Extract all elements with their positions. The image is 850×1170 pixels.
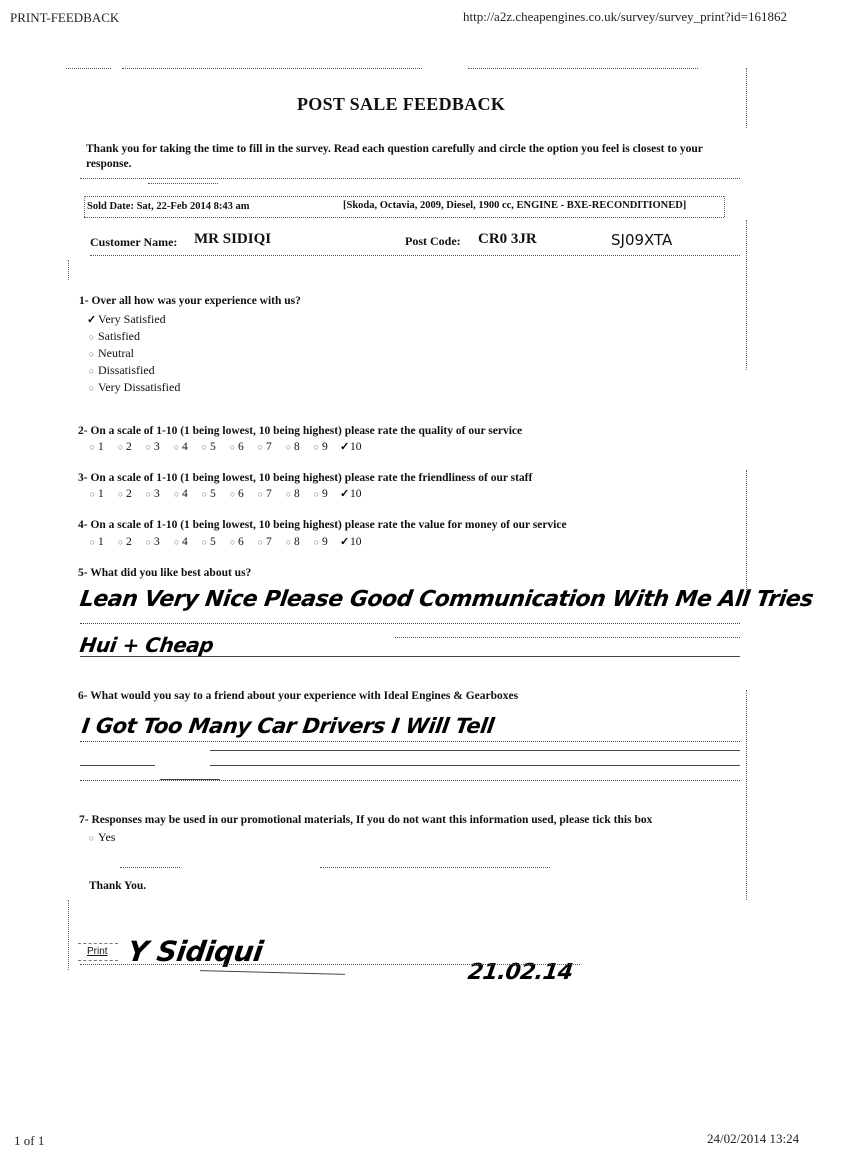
q3-option[interactable]: ○ 8 (285, 487, 300, 500)
question-1-options (87, 311, 180, 396)
q4-option-selected[interactable]: ✓ 10 (340, 535, 362, 548)
postcode-label: Post Code: (405, 234, 461, 248)
q3-option[interactable]: ○ 7 (257, 487, 272, 500)
q1-option-neutral[interactable]: ○ Neutral (88, 346, 134, 360)
radio-icon[interactable]: ○ (88, 365, 95, 376)
vehicle-registration: SJ09XTA (611, 231, 673, 249)
q3-option[interactable]: ○ 4 (173, 487, 188, 500)
q2-option[interactable]: ○ 9 (313, 440, 328, 453)
q2-option[interactable]: ○ 4 (173, 440, 188, 453)
q2-option[interactable]: ○ 1 (89, 440, 104, 453)
q3-option[interactable]: ○ 1 (89, 487, 104, 500)
q2-option[interactable]: ○ 2 (117, 440, 132, 453)
form-intro: Thank you for taking the time to fill in the survey. Read each question carefully and circle the option you feel is closest to your response. (86, 143, 703, 170)
customer-name-label: Customer Name: (90, 235, 178, 249)
q4-option[interactable]: ○ 8 (285, 535, 300, 548)
q3-option-selected[interactable]: ✓ 10 (340, 487, 362, 500)
q5-answer-line-2: Hui + Cheap (78, 633, 215, 657)
customer-name-value: MR SIDIQI (194, 231, 272, 247)
checkbox-icon[interactable]: ○ (88, 832, 95, 843)
q4-option[interactable]: ○ 5 (201, 535, 216, 548)
signature-date: 21.02.14 (466, 960, 575, 985)
question-2-scale (88, 440, 368, 453)
q1-option-very-satisfied[interactable]: ✓ Very Satisfied (87, 312, 166, 326)
q2-option[interactable]: ○ 6 (229, 440, 244, 453)
q2-option-selected[interactable]: ✓ 10 (340, 440, 362, 453)
q4-option[interactable]: ○ 6 (229, 535, 244, 548)
q5-answer-line-1: Lean Very Nice Please Good Communication With Me All Tries (78, 587, 815, 612)
question-6: 6- What would you say to a friend about your experience with Ideal Engines & Gearboxes (78, 690, 519, 702)
product-info: [Skoda, Octavia, 2009, Diesel, 1900 cc, ENGINE - BXE-RECONDITIONED] (343, 200, 687, 211)
print-timestamp: 24/02/2014 13:24 (707, 1131, 800, 1146)
question-4-scale (88, 535, 368, 548)
question-5: 5- What did you like best about us? (78, 567, 252, 579)
question-1: 1- Over all how was your experience with us? (79, 295, 301, 307)
q3-option[interactable]: ○ 5 (201, 487, 216, 500)
radio-icon[interactable]: ○ (88, 348, 95, 359)
q7-option-yes[interactable]: ○ Yes (88, 830, 116, 844)
question-7: 7- Responses may be used in our promotional materials, If you do not want this information used, please tick this box (79, 814, 653, 826)
q3-option[interactable]: ○ 2 (117, 487, 132, 500)
q4-option[interactable]: ○ 2 (117, 535, 132, 548)
checked-icon: ✓ (340, 536, 350, 548)
q6-answer-line-1: I Got Too Many Car Drivers I Will Tell (80, 714, 496, 738)
q4-option[interactable]: ○ 3 (145, 535, 160, 548)
q1-option-satisfied[interactable]: ○ Satisfied (88, 329, 140, 343)
page-number: 1 of 1 (14, 1133, 45, 1148)
q2-option[interactable]: ○ 8 (285, 440, 300, 453)
radio-checked-icon[interactable]: ✓ (87, 314, 97, 326)
question-3: 3- On a scale of 1-10 (1 being lowest, 10 being highest) please rate the friendliness of our staff (78, 472, 533, 484)
q2-option[interactable]: ○ 3 (145, 440, 160, 453)
checked-icon: ✓ (340, 441, 350, 453)
question-2: 2- On a scale of 1-10 (1 being lowest, 10 being highest) please rate the quality of our service (78, 425, 523, 437)
radio-icon[interactable]: ○ (88, 382, 95, 393)
customer-signature: Y Sidiqui (125, 935, 265, 968)
q4-option[interactable]: ○ 1 (89, 535, 104, 548)
print-label: Print (87, 946, 108, 957)
q3-option[interactable]: ○ 6 (229, 487, 244, 500)
q4-option[interactable]: ○ 4 (173, 535, 188, 548)
radio-icon[interactable]: ○ (88, 331, 95, 342)
q4-option[interactable]: ○ 7 (257, 535, 272, 548)
q3-option[interactable]: ○ 3 (145, 487, 160, 500)
form-title: POST SALE FEEDBACK (297, 94, 506, 114)
q4-option[interactable]: ○ 9 (313, 535, 328, 548)
print-header-url: http://a2z.cheapengines.co.uk/survey/survey_print?id=161862 (463, 9, 787, 24)
q1-option-dissatisfied[interactable]: ○ Dissatisfied (88, 363, 155, 377)
print-header-title: PRINT-FEEDBACK (10, 10, 120, 25)
q1-option-very-dissatisfied[interactable]: ○ Very Dissatisfied (88, 380, 181, 394)
q2-option[interactable]: ○ 7 (257, 440, 272, 453)
question-3-scale (88, 487, 368, 500)
postcode-value: CR0 3JR (478, 231, 537, 247)
question-4: 4- On a scale of 1-10 (1 being lowest, 10 being highest) please rate the value for money of our service (78, 519, 567, 531)
sold-date: Sold Date: Sat, 22-Feb 2014 8:43 am (87, 201, 250, 212)
thank-you-text: Thank You. (89, 880, 147, 892)
q2-option[interactable]: ○ 5 (201, 440, 216, 453)
q3-option[interactable]: ○ 9 (313, 487, 328, 500)
checked-icon: ✓ (340, 488, 350, 500)
